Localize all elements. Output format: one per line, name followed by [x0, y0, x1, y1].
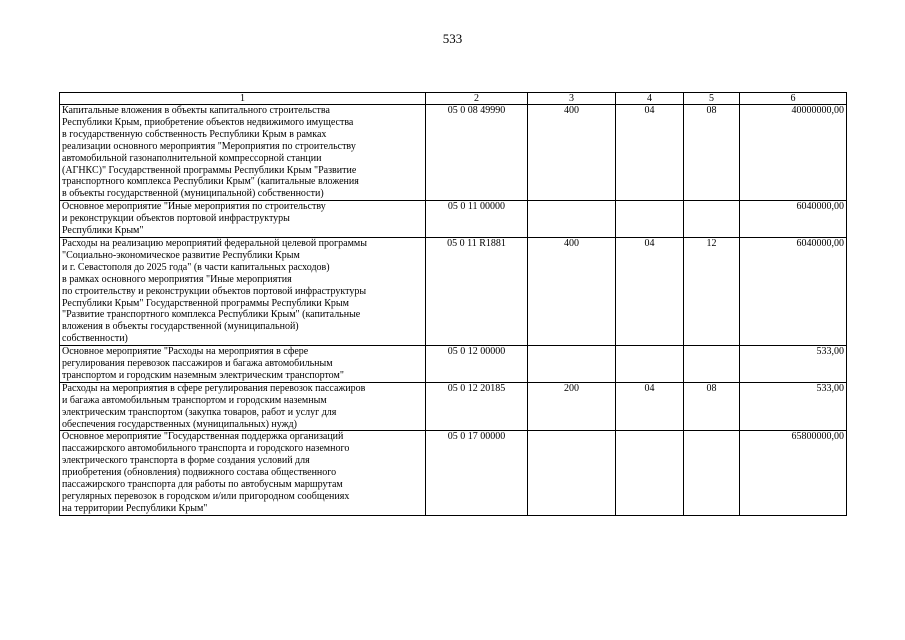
row-col5: 08 — [684, 382, 740, 431]
header-col-2: 2 — [426, 93, 528, 105]
row-name-text: Основное мероприятие "Государственная поддержка организаций пассажирского автомобильного транспорта и городского наземного электрического транспорта в форме создания условий для приобретения (обновления) подвижного состава общественного пассажирского транспорта для работы по автобусным маршрутам регулярных перевозок в городском и/или пригородном сообщениях на территории Республики Крым" — [62, 431, 350, 514]
row-col5 — [684, 201, 740, 238]
row-name — [60, 431, 426, 515]
row-col3 — [528, 431, 616, 515]
row-amount: 6040000,00 — [740, 201, 847, 238]
row-name — [60, 237, 426, 345]
table-row — [60, 346, 847, 383]
row-name — [60, 346, 426, 383]
row-col5: 12 — [684, 237, 740, 345]
budget-table — [59, 92, 847, 516]
row-code: 05 0 12 00000 — [426, 346, 528, 383]
row-name — [60, 382, 426, 431]
table-row — [60, 431, 847, 515]
row-col3: 200 — [528, 382, 616, 431]
row-col4 — [616, 346, 684, 383]
row-name-text: Основное мероприятие "Расходы на мероприятия в сфере регулирования перевозок пассажиров и багажа автомобильным транспортом и городским наземным электрическим транспортом" — [62, 346, 344, 381]
row-col5 — [684, 346, 740, 383]
row-amount: 533,00 — [740, 346, 847, 383]
row-col3 — [528, 346, 616, 383]
row-col3: 400 — [528, 105, 616, 201]
header-col-4: 4 — [616, 93, 684, 105]
row-col4 — [616, 201, 684, 238]
header-row — [60, 93, 847, 105]
row-col4: 04 — [616, 382, 684, 431]
row-name-text: Основное мероприятие "Иные мероприятия по строительству и реконструкции объектов портовой инфраструктуры Республики Крым" — [62, 201, 326, 237]
row-col4: 04 — [616, 237, 684, 345]
row-code: 05 0 08 49990 — [426, 105, 528, 201]
row-col5: 08 — [684, 105, 740, 201]
row-code: 05 0 11 00000 — [426, 201, 528, 238]
row-name — [60, 201, 426, 238]
row-name-text: Расходы на мероприятия в сфере регулирования перевозок пассажиров и багажа автомобильным транспортом и городским наземным электрическим транспортом (закупка товаров, работ и услуг для обеспечения государственных (муниципальных) нужд) — [62, 382, 366, 430]
row-name — [60, 105, 426, 201]
page-number: 533 — [442, 31, 463, 46]
row-code: 05 0 17 00000 — [426, 431, 528, 515]
row-amount: 40000000,00 — [740, 105, 847, 201]
header-col-1: 1 — [60, 93, 426, 105]
row-code: 05 0 12 20185 — [426, 382, 528, 431]
row-amount: 65800000,00 — [740, 431, 847, 515]
table-row — [60, 201, 847, 238]
row-amount: 6040000,00 — [740, 237, 847, 345]
row-name-text: Капитальные вложения в объекты капитального строительства Республики Крым, приобретение объектов недвижимого имущества в государственную собственность Республики Крым в рамках реализации основного мероприятия "Мероприятия по строительству автомобильной газонаполнительной компрессорной станции (АГНКС)" Государственной программы Республики Крым "Развитие транспортного комплекса Республики Крым" (капитальные вложения в объекты государственной (муниципальной) собственности) — [62, 105, 359, 200]
table-row — [60, 237, 847, 345]
row-amount: 533,00 — [740, 382, 847, 431]
header-col-5: 5 — [684, 93, 740, 105]
row-col3 — [528, 201, 616, 238]
table-row — [60, 382, 847, 431]
table-row — [60, 105, 847, 201]
row-col4 — [616, 431, 684, 515]
row-col5 — [684, 431, 740, 515]
row-col3: 400 — [528, 237, 616, 345]
row-code: 05 0 11 R1881 — [426, 237, 528, 345]
header-col-3: 3 — [528, 93, 616, 105]
header-col-6: 6 — [740, 93, 847, 105]
row-name-text: Расходы на реализацию мероприятий федеральной целевой программы "Социально-экономическое развитие Республики Крым и г. Севастополя до 2025 года" (в части капитальных расходов) в рамках основного мероприятия "Иные мероприятия по строительству и реконструкции объектов портовой инфраструктуры Республики Крым" Государственной программы Республики Крым "Развитие транспортного комплекса Республики Крым" (капитальные вложения в объекты государственной (муниципальной) собственности) — [62, 237, 367, 345]
row-col4: 04 — [616, 105, 684, 201]
